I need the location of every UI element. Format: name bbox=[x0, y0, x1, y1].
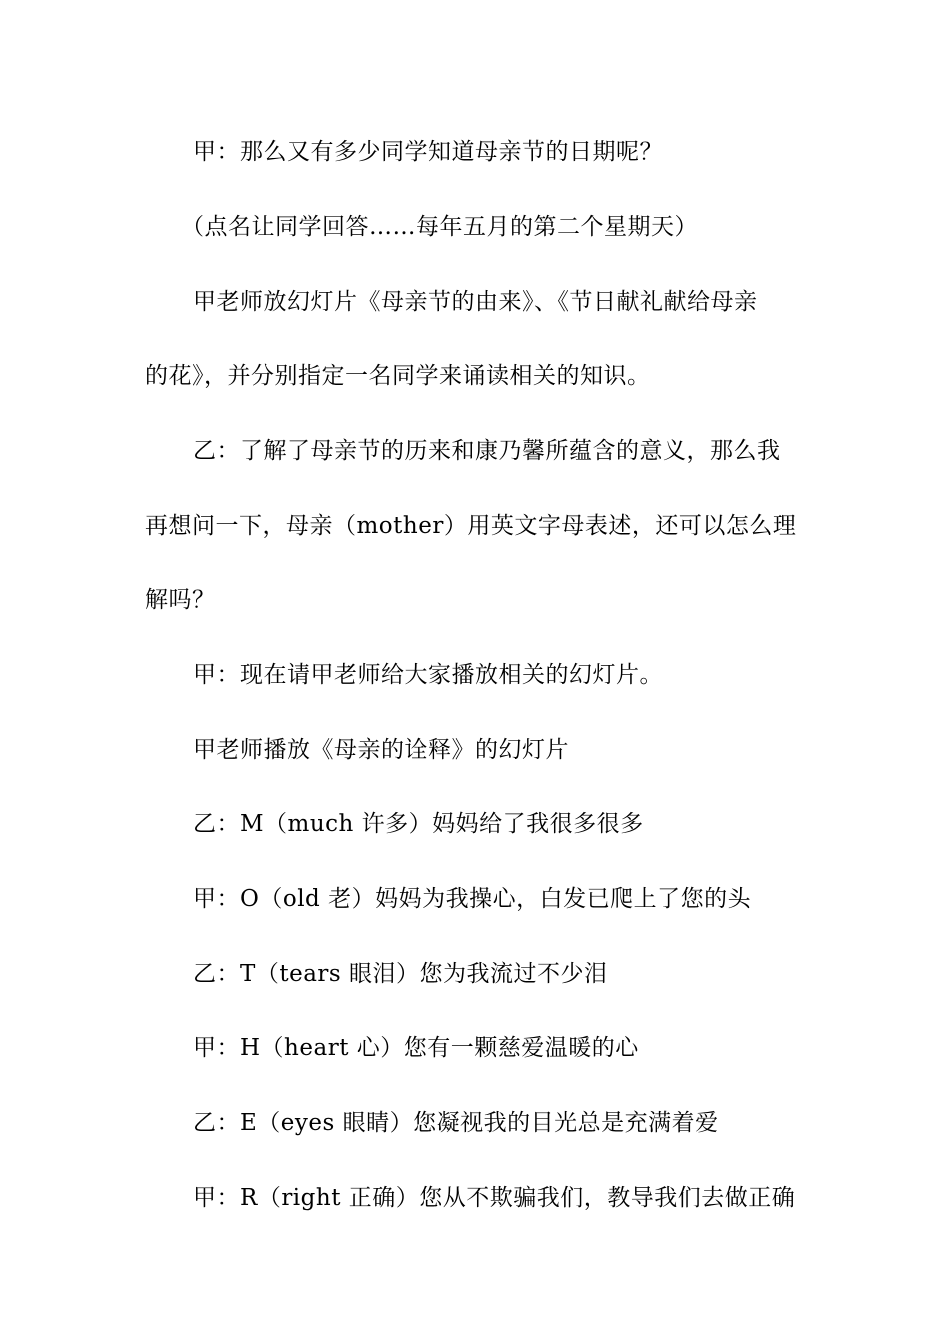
text-line: 再想问一下，母亲（mother）用英文字母表述，还可以怎么理 bbox=[145, 513, 797, 539]
text-line: 甲老师播放《母亲的诠释》的幻灯片 bbox=[193, 737, 569, 763]
text-line: （点名让同学回答……每年五月的第二个星期天） bbox=[181, 214, 698, 240]
text-line: 乙：了解了母亲节的历来和康乃馨所蕴含的意义，那么我 bbox=[193, 438, 781, 464]
text-line: 甲：那么又有多少同学知道母亲节的日期呢？ bbox=[193, 139, 663, 165]
text-line: 甲：R（right 正确）您从不欺骗我们，教导我们去做正确 bbox=[193, 1185, 796, 1211]
text-line: 乙：T（tears 眼泪）您为我流过不少泪 bbox=[193, 961, 608, 987]
text-line: 乙：E（eyes 眼睛）您凝视我的目光总是充满着爱 bbox=[193, 1110, 719, 1136]
text-line: 解吗？ bbox=[145, 587, 216, 613]
text-line: 的花》，并分别指定一名同学来诵读相关的知识。 bbox=[145, 363, 651, 389]
text-line: 甲老师放幻灯片《母亲节的由来》、《节日献礼献给母亲 bbox=[193, 289, 758, 315]
text-line: 甲：H（heart 心）您有一颗慈爱温暖的心 bbox=[193, 1035, 639, 1061]
text-line: 乙：M（much 许多）妈妈给了我很多很多 bbox=[193, 811, 644, 837]
text-line: 甲：现在请甲老师给大家播放相关的幻灯片。 bbox=[193, 662, 663, 688]
text-line: 甲：O（old 老）妈妈为我操心，白发已爬上了您的头 bbox=[193, 886, 752, 912]
